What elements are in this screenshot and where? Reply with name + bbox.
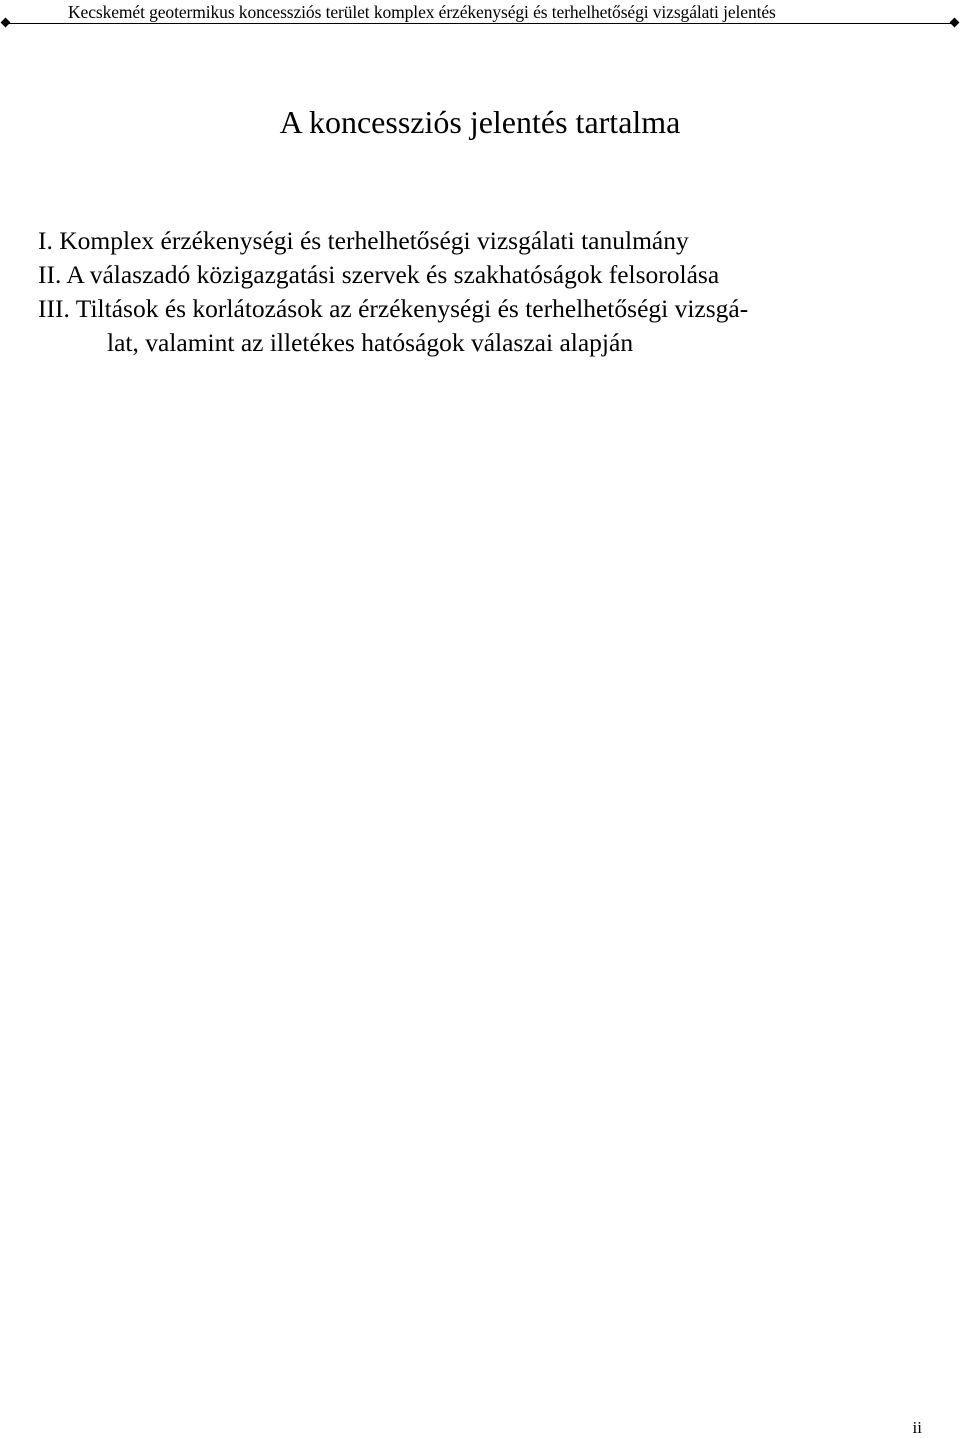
toc-item-2 (38, 258, 928, 292)
toc-item-3-text: III. Tiltások és korlátozások az érzékenységi és terhelhetőségi vizsgá- (38, 294, 749, 323)
page-title: A koncessziós jelentés tartalma (279, 104, 681, 140)
toc-item-1 (38, 224, 928, 258)
toc-item-3-continuation: lat, valamint az illetékes hatóságok válaszai alapján (107, 328, 634, 357)
running-header: Kecskemét geotermikus koncessziós terület komplex érzékenységi és terhelhetőségi vizsgálati jelentés (68, 2, 776, 22)
header-rule (6, 23, 954, 24)
toc-item-3 (38, 292, 928, 360)
table-of-contents (38, 224, 928, 360)
toc-item-1-text: I. Komplex érzékenységi és terhelhetőségi vizsgálati tanulmány (38, 226, 689, 255)
page-number: ii (912, 1418, 922, 1437)
toc-item-2-text: II. A válaszadó közigazgatási szervek és szakhatóságok felsorolása (38, 260, 720, 289)
